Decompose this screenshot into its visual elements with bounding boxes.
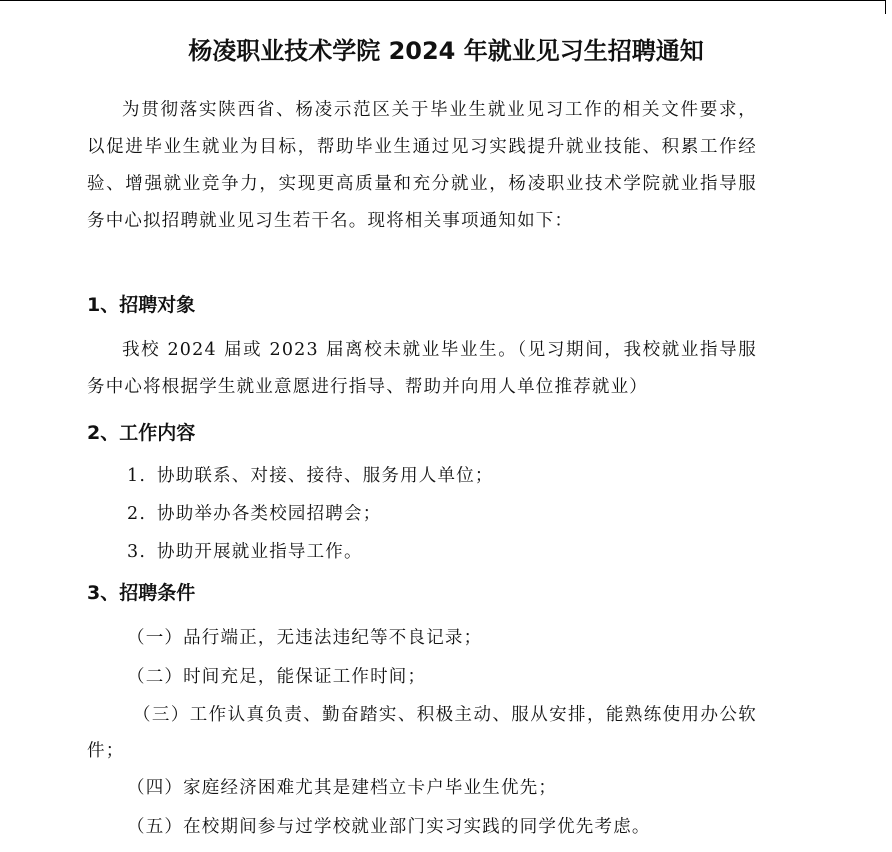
work-item <box>127 461 494 491</box>
requirement-item: （二）时间充足，能保证工作时间； <box>127 667 427 687</box>
page-title: 杨凌职业技术学院 2024 年就业见习生招聘通知 <box>188 37 704 65</box>
requirement-item: （三）工作认真负责、勤奋踏实、积极主动、服从安排，能熟练使用办公软件； <box>87 705 757 761</box>
section-heading-work-content: 2、工作内容 <box>87 422 196 444</box>
work-item <box>127 537 363 567</box>
work-item-text: 协助开展就业指导工作。 <box>157 542 363 562</box>
work-item-text: 协助举办各类校园招聘会； <box>157 504 382 524</box>
section-text-recruit-target: 我校 2024 届或 2023 届离校未就业毕业生。（见习期间，我校就业指导服务中心将根据学生就业意愿进行指导、帮助并向用人单位推荐就业） <box>87 340 757 397</box>
work-item <box>127 499 381 529</box>
section-heading-recruit-target: 1、招聘对象 <box>87 294 196 316</box>
requirement-item: （五）在校期间参与过学校就业部门实习实践的同学优先考虑。 <box>127 817 651 837</box>
intro-paragraph: 为贯彻落实陕西省、杨凌示范区关于毕业生就业见习工作的相关文件要求，以促进毕业生就业为目标，帮助毕业生通过见习实践提升就业技能、积累工作经验、增强就业竞争力，实现更高质量和充分就业，杨凌职业技术学院就业指导服务中心拟招聘就业见习生若干名。现将相关事项通知如下： <box>87 100 757 231</box>
work-item-number: 1. <box>127 466 147 486</box>
requirement-item: （四）家庭经济困难尤其是建档立卡户毕业生优先； <box>127 778 558 798</box>
section-heading-requirements: 3、招聘条件 <box>87 582 196 604</box>
work-item-number: 2. <box>127 504 147 524</box>
work-item-number: 3. <box>127 542 147 562</box>
work-item-text: 协助联系、对接、接待、服务用人单位； <box>157 466 494 486</box>
requirement-item: （一）品行端正，无违法违纪等不良记录； <box>127 628 483 648</box>
